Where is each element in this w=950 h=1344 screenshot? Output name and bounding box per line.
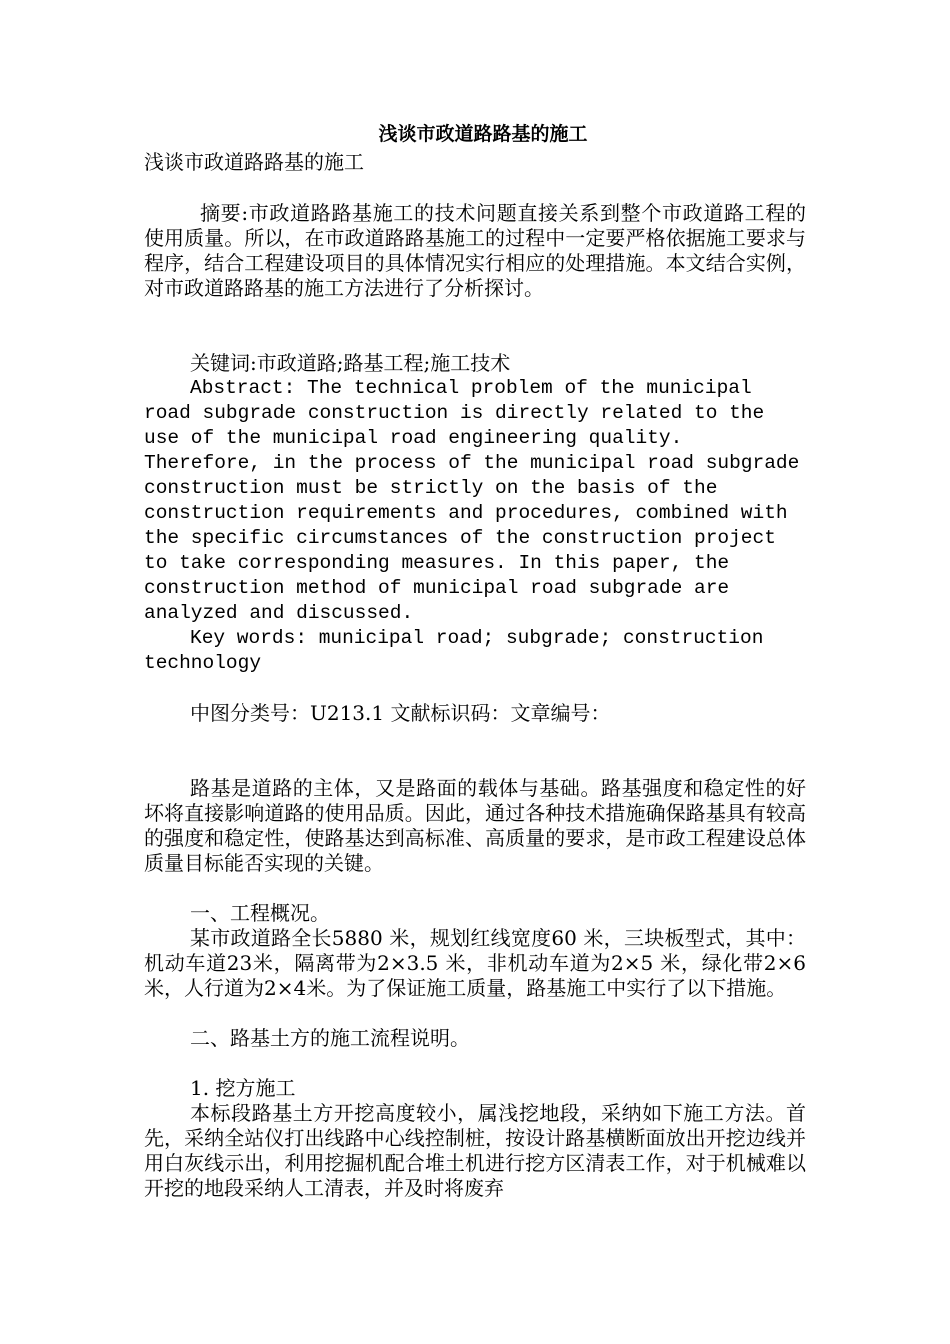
abstract-en: Abstract: The technical problem of the municipal road subgrade construction is directly related to the use of the municipal road engineering quality. Therefore, in the process of the municipal road subgrade construction must be strictly on the basis of the construction requirements and procedures, combined with the specific circumstances of the construction project to take corresponding measures. In this paper, the construction method of municipal road subgrade are analyzed and discussed.: [144, 377, 812, 624]
intro-paragraph: 路基是道路的主体，又是路面的载体与基础。路基强度和稳定性的好坏将直接影响道路的使用品质。因此，通过各种技术措施确保路基具有较高的强度和稳定性，使路基达到高标准、高质量的要求，是市政工程建设总体质量目标能否实现的关键。: [144, 776, 806, 875]
document-subtitle: 浅谈市政道路路基的施工: [144, 150, 364, 174]
document-title: 浅谈市政道路路基的施工: [378, 123, 588, 145]
section1-body: 某市政道路全长5880 米，规划红线宽度60 米，三块板型式，其中：机动车道23米，隔离带为2×3.5 米，非机动车道为2×5 米，绿化带2×6 米，人行道为2×4米。为了保证施工质量，路基施工中实行了以下措施。: [144, 926, 806, 1000]
classification-line: 中图分类号：U213.1 文献标识码：文章编号：: [190, 701, 611, 725]
abstract-cn: 摘要:市政道路路基施工的技术问题直接关系到整个市政道路工程的使用质量。所以，在市政道路路基施工的过程中一定要严格依据施工要求与程序，结合工程建设项目的具体情况实行相应的处理措施。本文结合实例，对市政道路路基的施工方法进行了分析探讨。: [144, 201, 806, 300]
keywords-en: Key words: municipal road; subgrade; construction technology: [144, 627, 776, 674]
section1-heading: 一、工程概况。: [190, 901, 330, 925]
section2-heading: 二、路基土方的施工流程说明。: [190, 1026, 470, 1050]
document-page: [144, 120, 812, 1201]
subsection1-heading: 1. 挖方施工: [190, 1076, 296, 1100]
subsection1-body: 本标段路基土方开挖高度较小，属浅挖地段，采纳如下施工方法。首先，采纳全站仪打出线路中心线控制桩，按设计路基横断面放出开挖边线并用白灰线示出，利用挖掘机配合堆土机进行挖方区清表工作，对于机械难以开挖的地段采纳人工清表，并及时将废弃: [144, 1101, 806, 1200]
keywords-cn: 关键词:市政道路;路基工程;施工技术: [190, 351, 511, 375]
